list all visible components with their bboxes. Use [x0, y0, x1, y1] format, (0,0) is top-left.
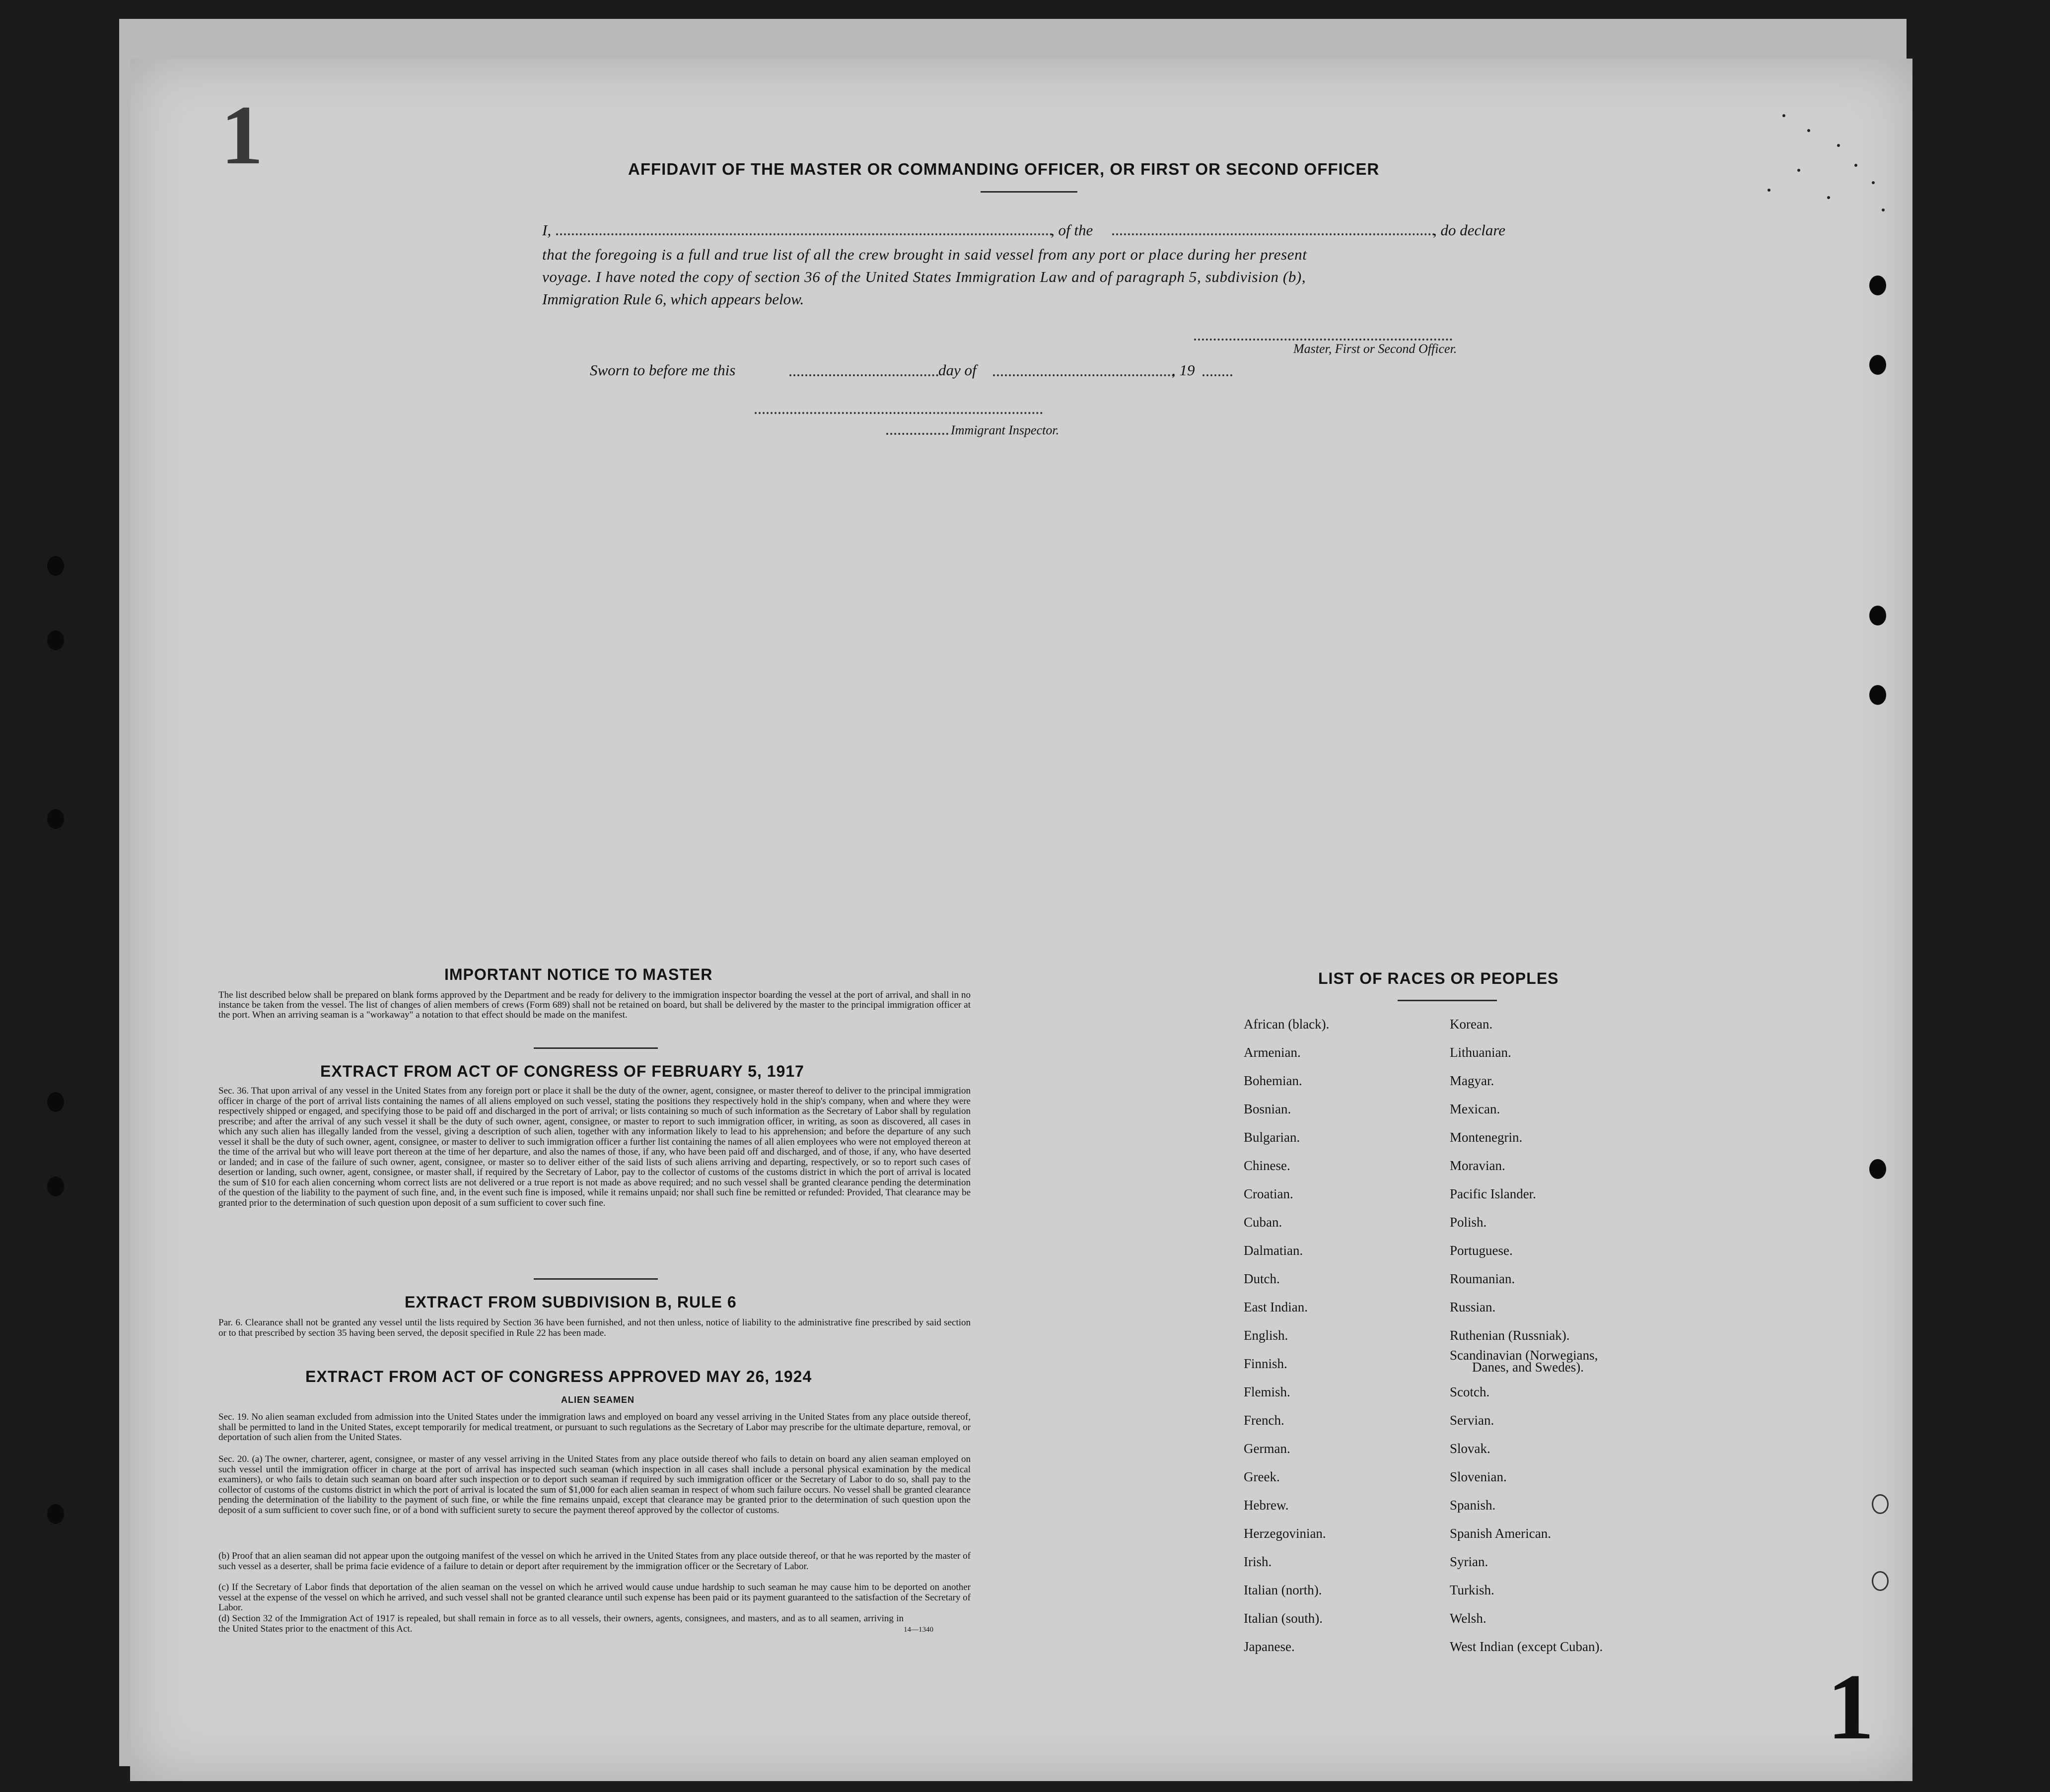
race-item: Mexican.: [1450, 1102, 1500, 1116]
form-number: 14—1340: [904, 1626, 933, 1634]
alien-seamen-subtitle: ALIEN SEAMEN: [561, 1395, 635, 1405]
race-item: Russian.: [1450, 1300, 1496, 1314]
extract-1917-title: EXTRACT FROM ACT OF CONGRESS OF FEBRUARY 5, 1917: [320, 1062, 804, 1080]
race-item: Flemish.: [1244, 1384, 1290, 1399]
race-item: Italian (south).: [1244, 1611, 1323, 1626]
extract-1924-sec20d: (d) Section 32 of the Immigration Act of 1917 is repealed, but shall remain in force as to all vessels, their owners, agents, consignees, and masters, and as to all seamen, arriving in the United States prior to the enactment of this Act.: [218, 1613, 904, 1634]
race-item: Bulgarian.: [1244, 1130, 1300, 1145]
race-item: African (black).: [1244, 1017, 1330, 1032]
race-item: Italian (north).: [1244, 1583, 1322, 1597]
extract-1924-sec20c: (c) If the Secretary of Labor finds that deportation of the alien seaman on the vessel on which he arrived would cause undue hardship to such seaman he may cause him to be deported on another vessel at the expense of the vessel on which he arrived, and such vessel shall not be granted clearance until such expense has been paid or its payment guaranteed to the satisfaction of the Secretary of Labor.: [218, 1582, 971, 1613]
divider: [534, 1047, 658, 1049]
race-item: Japanese.: [1244, 1639, 1295, 1654]
day-blank: [789, 374, 938, 376]
race-item: Korean.: [1450, 1017, 1493, 1032]
affidavit-title: AFFIDAVIT OF THE MASTER OR COMMANDING OFFICER, OR FIRST OR SECOND OFFICER: [628, 160, 1380, 178]
race-item: Polish.: [1450, 1215, 1487, 1230]
race-item: Cuban.: [1244, 1215, 1282, 1230]
binder-hole: [47, 1504, 64, 1524]
binder-hole: [47, 1092, 64, 1112]
binder-hole: [1869, 276, 1886, 295]
race-item: Finnish.: [1244, 1356, 1287, 1371]
sworn-text: Sworn to before me this: [590, 361, 736, 379]
inspector-blank: [755, 412, 1043, 414]
race-item: Montenegrin.: [1450, 1130, 1523, 1145]
binder-hole: [47, 809, 64, 829]
affidavit-i: I,: [542, 221, 552, 239]
affidavit-text-line: voyage. I have noted the copy of section 36 of the United States Immigration Law and of paragraph 5, subdivision (b),: [542, 268, 1306, 285]
race-item: Syrian.: [1450, 1554, 1488, 1569]
race-item: Scandinavian (Norwegians, Danes, and Swedes).: [1450, 1348, 1598, 1375]
race-item: Armenian.: [1244, 1045, 1301, 1060]
binder-hole: [1869, 606, 1886, 625]
race-item: German.: [1244, 1441, 1290, 1456]
race-item: Bohemian.: [1244, 1073, 1302, 1088]
year-blank: [1202, 374, 1232, 376]
affidavit-text-line: that the foregoing is a full and true list of all the crew brought in said vessel from any port or place during her present: [542, 246, 1307, 263]
inspector-blank: [886, 433, 948, 435]
binder-hole: [1869, 355, 1886, 375]
race-item: Servian.: [1450, 1413, 1494, 1428]
signer-caption: Master, First or Second Officer.: [1293, 342, 1457, 356]
race-item: Magyar.: [1450, 1073, 1494, 1088]
subdivision-b-title: EXTRACT FROM SUBDIVISION B, RULE 6: [405, 1293, 737, 1311]
race-item: Moravian.: [1450, 1158, 1505, 1173]
subdivision-b-body: Par. 6. Clearance shall not be granted any vessel until the lists required by Section 36 have been furnished, and not then unless, notice of liability to the administrative fine prescribed by said section or to that prescribed by section 35 having been served, the deposit specified in Rule 22 has been made.: [218, 1317, 971, 1338]
race-item: Chinese.: [1244, 1158, 1290, 1173]
race-item: Herzegovinian.: [1244, 1526, 1326, 1541]
race-item: Slovak.: [1450, 1441, 1490, 1456]
affidavit-text-line: Immigration Rule 6, which appears below.: [542, 290, 804, 308]
race-item: Hebrew.: [1244, 1498, 1289, 1513]
race-item: Welsh.: [1450, 1611, 1486, 1626]
race-item: Dalmatian.: [1244, 1243, 1303, 1258]
race-item: Turkish.: [1450, 1583, 1494, 1597]
race-item: Scotch.: [1450, 1384, 1490, 1399]
divider: [1398, 1000, 1497, 1001]
extract-1924-title: EXTRACT FROM ACT OF CONGRESS APPROVED MAY 26, 1924: [305, 1368, 812, 1385]
race-item: Bosnian.: [1244, 1102, 1291, 1116]
extract-1924-sec20a: Sec. 20. (a) The owner, charterer, agent, consignee, or master of any vessel arriving in the United States from any place outside thereof who fails to detain on board any alien seaman employed on such vessel until the immigration officer in charge at the port of arrival has inspected such seaman (which inspection in all cases shall include a personal physical examination by the medical examiners), or who fails to detain such seaman on board after such inspection or to deport such seaman if required by such immigration officer or the Secretary of Labor to do so, shall pay to the collector of customs of the customs district in which the port of arrival is located the sum of $1,000 for each alien seaman in respect of whom such failure occurs. No vessel shall be granted clearance pending the determination of the liability to the payment of such fine, or while the fine remains unpaid, except that clearance may be granted prior to the determination of such question upon the deposit of a sum sufficient to cover such fine, or of a bond with sufficient surety to secure the payment thereof approved by the collector of customs.: [218, 1454, 971, 1516]
binder-hole: [1872, 1571, 1889, 1591]
binder-hole: [47, 1176, 64, 1196]
affidavit-of-the: , of the: [1051, 221, 1093, 239]
races-title: LIST OF RACES OR PEOPLES: [1318, 969, 1559, 987]
race-item: West Indian (except Cuban).: [1450, 1639, 1603, 1654]
divider: [534, 1278, 658, 1280]
document-page: [130, 59, 1912, 1781]
race-item: Spanish.: [1450, 1498, 1496, 1513]
sheet-number-stamp: 1: [1827, 1655, 1874, 1759]
sheet-number-stamp: 1: [221, 88, 263, 182]
divider: [981, 191, 1077, 193]
signature-blank: [1194, 339, 1452, 341]
race-item: French.: [1244, 1413, 1284, 1428]
notice-title: IMPORTANT NOTICE TO MASTER: [444, 965, 713, 983]
binder-hole: [47, 630, 64, 650]
race-item: Croatian.: [1244, 1186, 1293, 1201]
name-blank: [556, 233, 1053, 235]
affidavit-do-declare: , do declare: [1433, 221, 1506, 239]
race-item: Slovenian.: [1450, 1469, 1507, 1484]
race-item: Ruthenian (Russniak).: [1450, 1328, 1570, 1343]
binder-hole: [1869, 1159, 1886, 1179]
race-item: East Indian.: [1244, 1300, 1308, 1314]
race-item: Spanish American.: [1450, 1526, 1551, 1541]
race-item: Dutch.: [1244, 1271, 1280, 1286]
vessel-blank: [1112, 233, 1435, 235]
binder-hole: [1869, 685, 1886, 705]
year-text: , 19: [1172, 361, 1195, 379]
notice-body: The list described below shall be prepared on blank forms approved by the Department and be ready for delivery to the immigration inspector boarding the vessel at the port of arrival, and shall in no instance be taken from the vessel. The list of changes of alien members of crews (Form 689) shall not be retained on board, but shall be delivered by the master to the principal immigration officer at the port. When an arriving seaman is a "workaway" a notation to that effect should be made on the manifest.: [218, 990, 971, 1020]
inspector-caption: Immigrant Inspector.: [951, 423, 1060, 437]
day-of-text: day of: [938, 361, 977, 379]
race-item: Irish.: [1244, 1554, 1272, 1569]
race-item: Lithuanian.: [1450, 1045, 1511, 1060]
race-item: Greek.: [1244, 1469, 1280, 1484]
binder-hole: [1872, 1494, 1889, 1514]
race-item: English.: [1244, 1328, 1288, 1343]
extract-1924-sec20b: (b) Proof that an alien seaman did not appear upon the outgoing manifest of the vessel on which he arrived in the United States from any place outside thereof, or that he was reported by the master of such vessel as a deserter, shall be prima facie evidence of a failure to detain or deport after requirement by the immigration officer or the Secretary of Labor.: [218, 1551, 971, 1572]
race-item: Roumanian.: [1450, 1271, 1515, 1286]
race-item: Pacific Islander.: [1450, 1186, 1536, 1201]
extract-1917-body: Sec. 36. That upon arrival of any vessel in the United States from any foreign port or place it shall be the duty of the owner, agent, consignee, or master thereof to deliver to the principal immigration officer in charge of the port of arrival lists containing the names of all aliens employed on such vessel, stating the positions they respectively hold in the ship's company, when and where they were respectively shipped or engaged, and specifying those to be paid off and discharged in the port of arrival; or lists containing so much of such information as the Secretary of Labor shall by regulation prescribe; and after the arrival of any such vessel it shall be the duty of such owner, agent, consignee, or master to report to such immigration officer, in writing, as soon as discovered, all cases in which any such alien has illegally landed from the vessel, giving a description of such alien, together with any information likely to lead to his apprehension; and before the departure of any such vessel it shall be the duty of such owner, agent, consignee, or master to deliver to such immigration officer a further list containing the names of all alien employees who were not employed thereon at the time of the arrival but who will leave port thereon at the time of her departure, and also the names of those, if any, who have been paid off and discharged, and of those, if any, who have deserted or landed; and in case of the failure of such owner, agent, consignee, or master so to deliver either of the said lists of such aliens arriving and departing, respectively, or so to report such cases of desertion or landing, such owner, agent, consignee, or master shall, if required by the Secretary of Labor, pay to the collector of customs of the customs district in which the port of arrival is located the sum of $10 for each alien concerning whom correct lists are not delivered or a true report is not made as above required; and no such vessel shall be granted clearance pending the determination of the question of the liability to the payment of such fine, and, in the event such fine is imposed, while it remains unpaid; nor shall such fine be remitted or refunded: Provided, That clearance may be granted prior to the determination of such question upon deposit of a sum sufficient to cover such fine.: [218, 1086, 971, 1208]
binder-hole: [47, 556, 64, 576]
race-item: Portuguese.: [1450, 1243, 1513, 1258]
month-blank: [993, 374, 1174, 376]
extract-1924-sec19: Sec. 19. No alien seaman excluded from admission into the United States under the immigration laws and employed on board any vessel arriving in the United States from any place outside thereof, shall be permitted to land in the United States, except temporarily for medical treatment, or pursuant to such regulations as the Secretary of Labor may prescribe for the ultimate departure, removal, or deportation of such alien from the United States.: [218, 1412, 971, 1443]
